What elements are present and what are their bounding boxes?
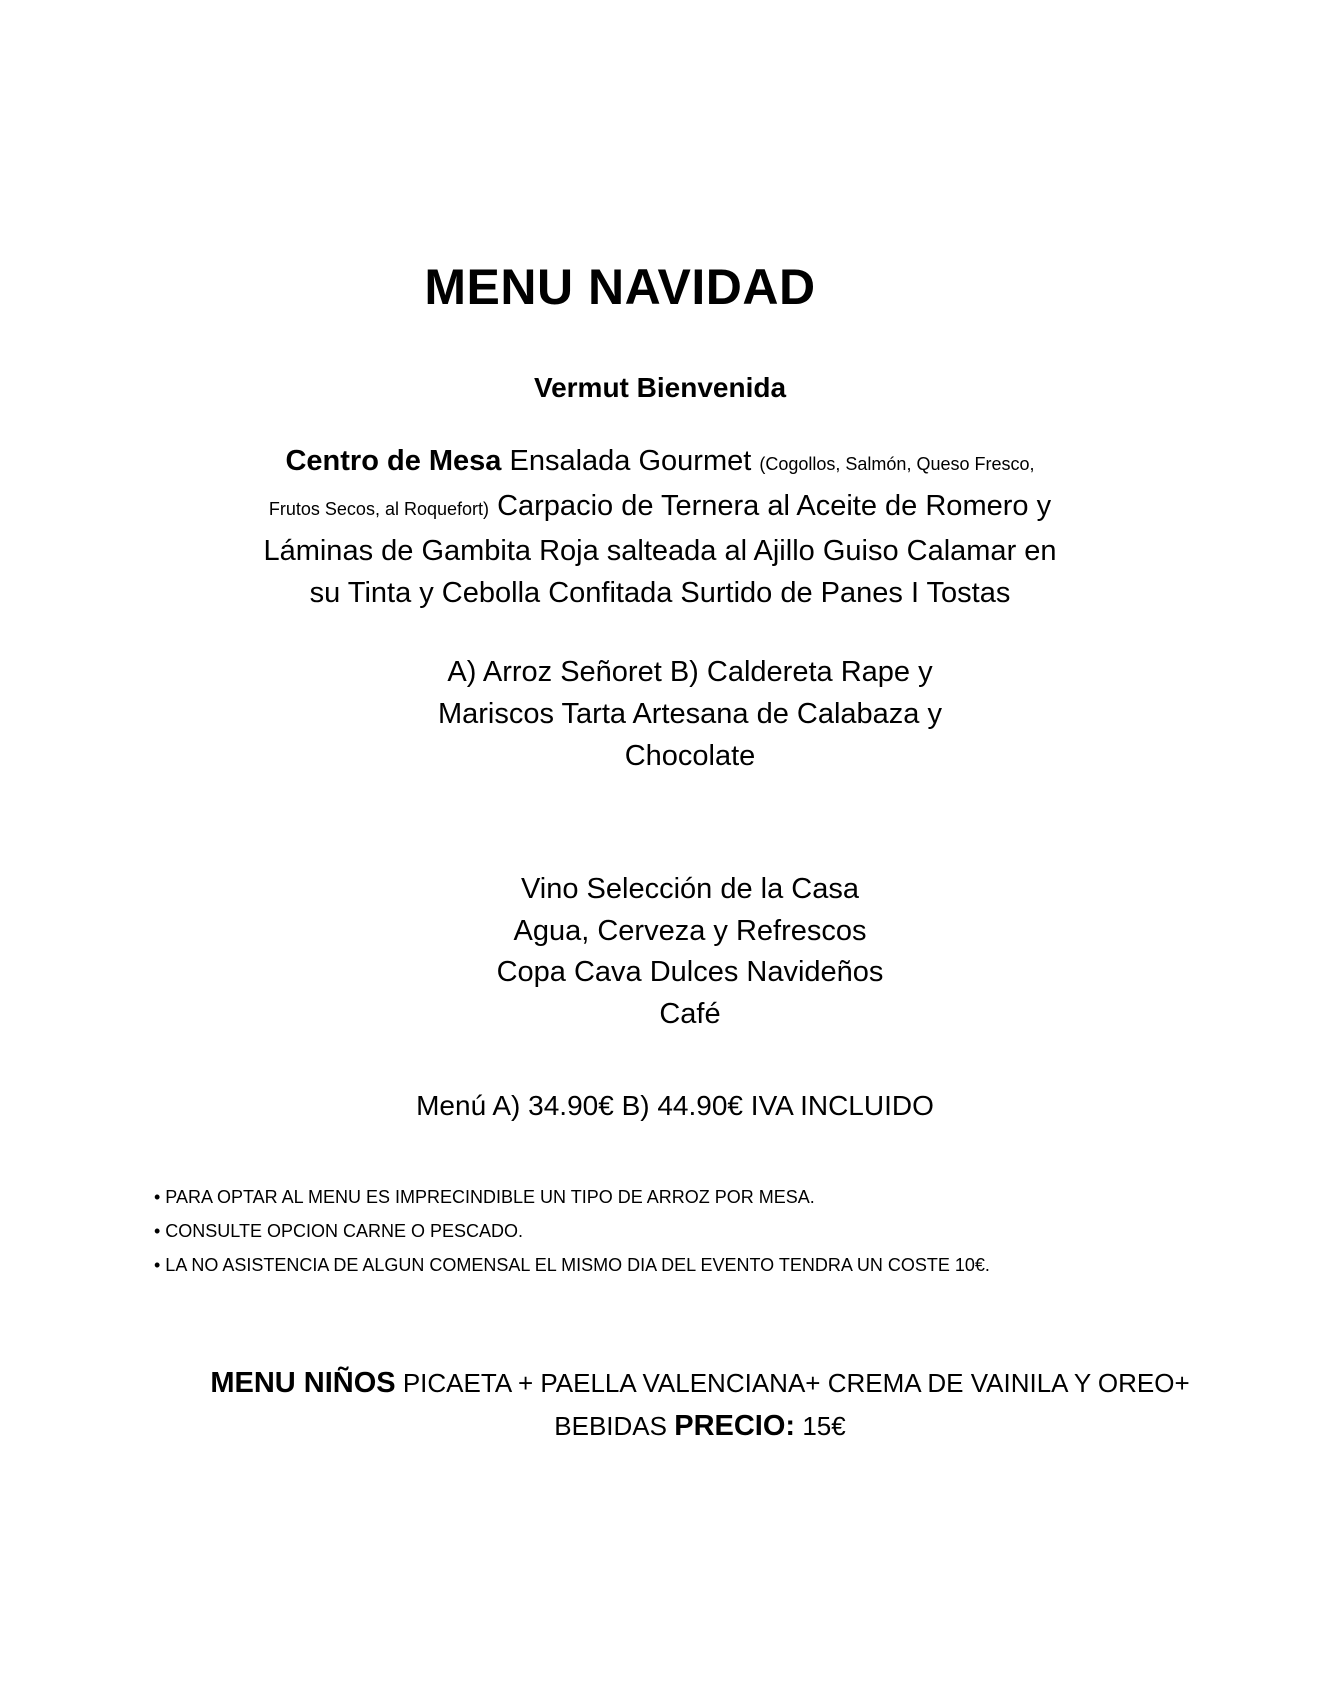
drink-item: Vino Selección de la Casa bbox=[520, 873, 860, 905]
note-item: • CONSULTE OPCION CARNE O PESCADO. bbox=[154, 1221, 524, 1241]
kids-menu-label: MENU NIÑOS bbox=[210, 1367, 396, 1399]
drink-item: Café bbox=[659, 997, 721, 1030]
ensalada-note-2: Frutos Secos, al Roquefort) bbox=[268, 499, 490, 519]
mains-line-1: A) Arroz Señoret B) Caldereta Rape y bbox=[447, 656, 933, 688]
drink-item: Copa Cava Dulces Navideños bbox=[496, 956, 884, 988]
kids-menu-section bbox=[160, 1362, 1240, 1448]
menu-title: MENU NAVIDAD bbox=[424, 259, 816, 315]
centro-line-2: Láminas de Gambita Roja salteada al Ajillo Guiso Calamar en bbox=[263, 535, 1057, 567]
drink-item: Agua, Cerveza y Refrescos bbox=[513, 914, 867, 947]
note-item: • PARA OPTAR AL MENU ES IMPRECINDIBLE UN TIPO DE ARROZ POR MESA. bbox=[154, 1187, 815, 1207]
centro-de-mesa-section bbox=[200, 440, 1120, 614]
drinks-section bbox=[390, 869, 990, 1035]
welcome-drink: Vermut Bienvenida bbox=[533, 372, 787, 403]
note-item: • LA NO ASISTENCIA DE ALGUN COMENSAL EL MISMO DIA DEL EVENTO TENDRA UN COSTE 10€. bbox=[154, 1255, 990, 1275]
menu-price: Menú A) 34.90€ B) 44.90€ IVA INCLUIDO bbox=[416, 1090, 934, 1121]
ensalada-text: Ensalada Gourmet bbox=[509, 445, 752, 477]
kids-price-value: 15€ bbox=[802, 1411, 846, 1441]
ensalada-note-1: (Cogollos, Salmón, Queso Fresco, bbox=[759, 454, 1035, 474]
kids-price-label: PRECIO: bbox=[674, 1410, 796, 1442]
main-courses-section bbox=[390, 651, 990, 777]
centro-line-1: Carpacio de Ternera al Aceite de Romero y bbox=[497, 490, 1052, 522]
kids-menu-items-2: BEBIDAS bbox=[554, 1411, 667, 1441]
kids-menu-items-1: PICAETA + PAELLA VALENCIANA+ CREMA DE VAINILA Y OREO+ bbox=[402, 1368, 1190, 1398]
mains-line-3: Chocolate bbox=[624, 740, 756, 772]
notes-list bbox=[154, 1180, 1154, 1282]
centro-label: Centro de Mesa bbox=[285, 445, 502, 477]
centro-line-3: su Tinta y Cebolla Confitada Surtido de Panes I Tostas bbox=[309, 577, 1011, 609]
mains-line-2: Mariscos Tarta Artesana de Calabaza y bbox=[437, 698, 942, 730]
